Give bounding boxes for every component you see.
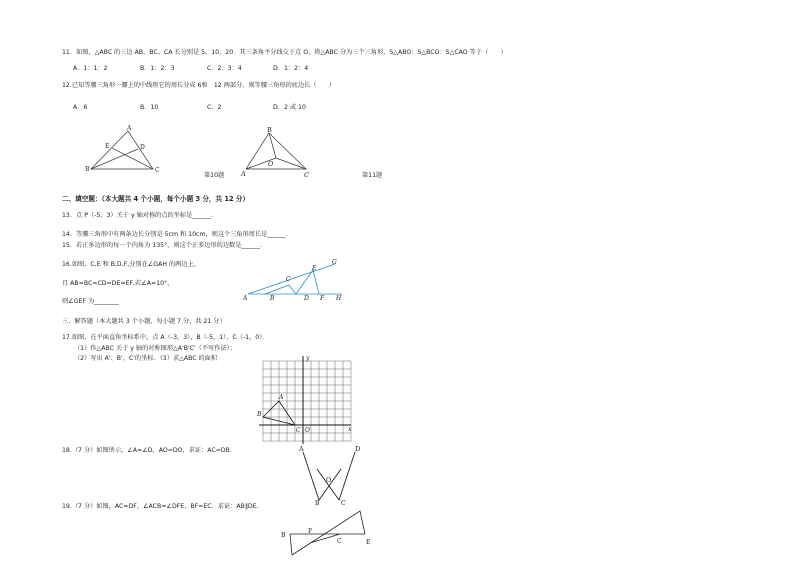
fig16-label-d: D xyxy=(304,295,309,302)
grid17-label-y: y xyxy=(306,355,310,362)
grid17-label-o: O xyxy=(305,427,310,434)
figure-16 xyxy=(240,256,350,304)
fig16-label-g: G xyxy=(332,259,337,266)
q15-text: 15．若正多边形的每一个内角为 135°，则这个正多边形的边数是______． xyxy=(62,242,267,249)
fig18-label-d: D xyxy=(355,445,361,453)
fig10-label-c: C xyxy=(155,167,160,174)
fig11-label-b: B xyxy=(267,126,272,134)
section-3-title: 三、解答题（本大题共 3 个小题，每小题 7 分，共 21 分） xyxy=(62,318,226,325)
q17-line3: （2）写出 A'、B'、C'的坐标．（3）求△ABC 的面积 xyxy=(74,355,218,362)
fig11-label-c: C xyxy=(304,171,309,179)
fig11-label-o: O xyxy=(268,160,274,168)
q11-option-c: C．2：3：4 xyxy=(207,65,242,72)
q13-text: 13．点 P（-5，3）关于 y 轴对称的点的坐标是______． xyxy=(62,212,218,219)
fig16-label-a: A xyxy=(243,295,248,302)
q11-option-d: D．1：2：4 xyxy=(273,65,309,72)
coordinate-grid-17 xyxy=(255,354,355,450)
fig16-label-b: B xyxy=(270,295,275,302)
fig19-label-b: B xyxy=(281,532,286,539)
q12-option-c: C．2 xyxy=(207,104,222,111)
grid17-label-b: B xyxy=(257,411,262,418)
q12-option-b: B．10 xyxy=(140,104,159,111)
fig18-label-c: C xyxy=(341,500,346,506)
fig18-label-a: A xyxy=(299,445,304,453)
figure-10 xyxy=(82,124,162,176)
section-2-title: 二、填空题：（本大题共 4 个小题，每个小题 3 分，共 12 分） xyxy=(62,195,250,203)
fig19-label-f: F xyxy=(308,528,313,535)
q16-line3: 则∠GEF 为________ xyxy=(62,298,119,305)
q17-line1: 17.如图，在平面直角坐标系中，点 A（-3，3），B（-5，1），C（-1，0）． xyxy=(62,334,269,341)
q12-option-d: D．2 或 10 xyxy=(273,104,306,111)
fig18-label-b: B xyxy=(315,500,320,506)
fig18-label-o: O xyxy=(326,476,332,484)
q12-stem: 12.已知等腰三角形一腰上的中线将它的周长分成 6和 12 两部分，则等腰三角形的底边长（ ） xyxy=(62,82,336,89)
grid17-label-x: x xyxy=(348,426,352,433)
q11-option-a: A．1：1：2 xyxy=(73,65,108,72)
q14-text: 14．等腰三角形中有两条边长分别是 5cm 和 10cm，则这个三角形周长是______． xyxy=(62,231,293,238)
fig16-label-e: E xyxy=(312,265,317,272)
figure-11 xyxy=(238,124,314,180)
fig16-label-f: F xyxy=(320,295,325,302)
q16-line2: 且 AB=BC=CD=DE=EF,若∠A=10°， xyxy=(62,280,174,287)
q12-option-a: A．6 xyxy=(73,104,88,111)
q11-stem: 11．如图，△ABC 的三边 AB、BC、CA 长分别是 5、10、20．其三条角平分线交于点 O，将△ABC 分为三个三角形，S△ABO：S△BCO：S△CAO 等于（ ） xyxy=(62,49,507,56)
fig11-label-a: A xyxy=(241,170,246,178)
figure-19 xyxy=(280,505,376,560)
q18-text: 18.（7 分）如图所示，∠A=∠D，AO=DO，求证：AC=DB. xyxy=(62,447,232,454)
grid17-label-c: C xyxy=(296,427,301,434)
fig10-label-e: E xyxy=(105,143,110,150)
grid17-label-a: A xyxy=(279,394,284,401)
q16-line1: 16.如图，C,E 和 B,D,F,分别在∠GAH 的两边上， xyxy=(62,261,200,268)
fig11-caption: 第11题 xyxy=(362,172,383,179)
fig19-label-e: E xyxy=(366,539,371,546)
fig10-label-d: D xyxy=(140,144,145,151)
fig10-label-a: A xyxy=(127,125,132,132)
fig16-label-c: C xyxy=(286,276,291,283)
q17-line2: （1）作△ABC 关于 y 轴的对称图形△A'B'C'（不写作法）； xyxy=(74,345,236,352)
fig19-label-c: C xyxy=(337,538,342,545)
fig10-label-b: B xyxy=(85,166,90,173)
q19-text: 19.（7 分）如图，AC=DF，∠ACB=∠DFE，BF=EC．求证：AB∥DE． xyxy=(62,503,263,510)
q11-option-b: B．1：2：3 xyxy=(140,65,175,72)
figure-18 xyxy=(293,442,365,506)
fig10-caption: 第10题 xyxy=(204,172,225,179)
fig16-label-h: H xyxy=(336,295,342,302)
